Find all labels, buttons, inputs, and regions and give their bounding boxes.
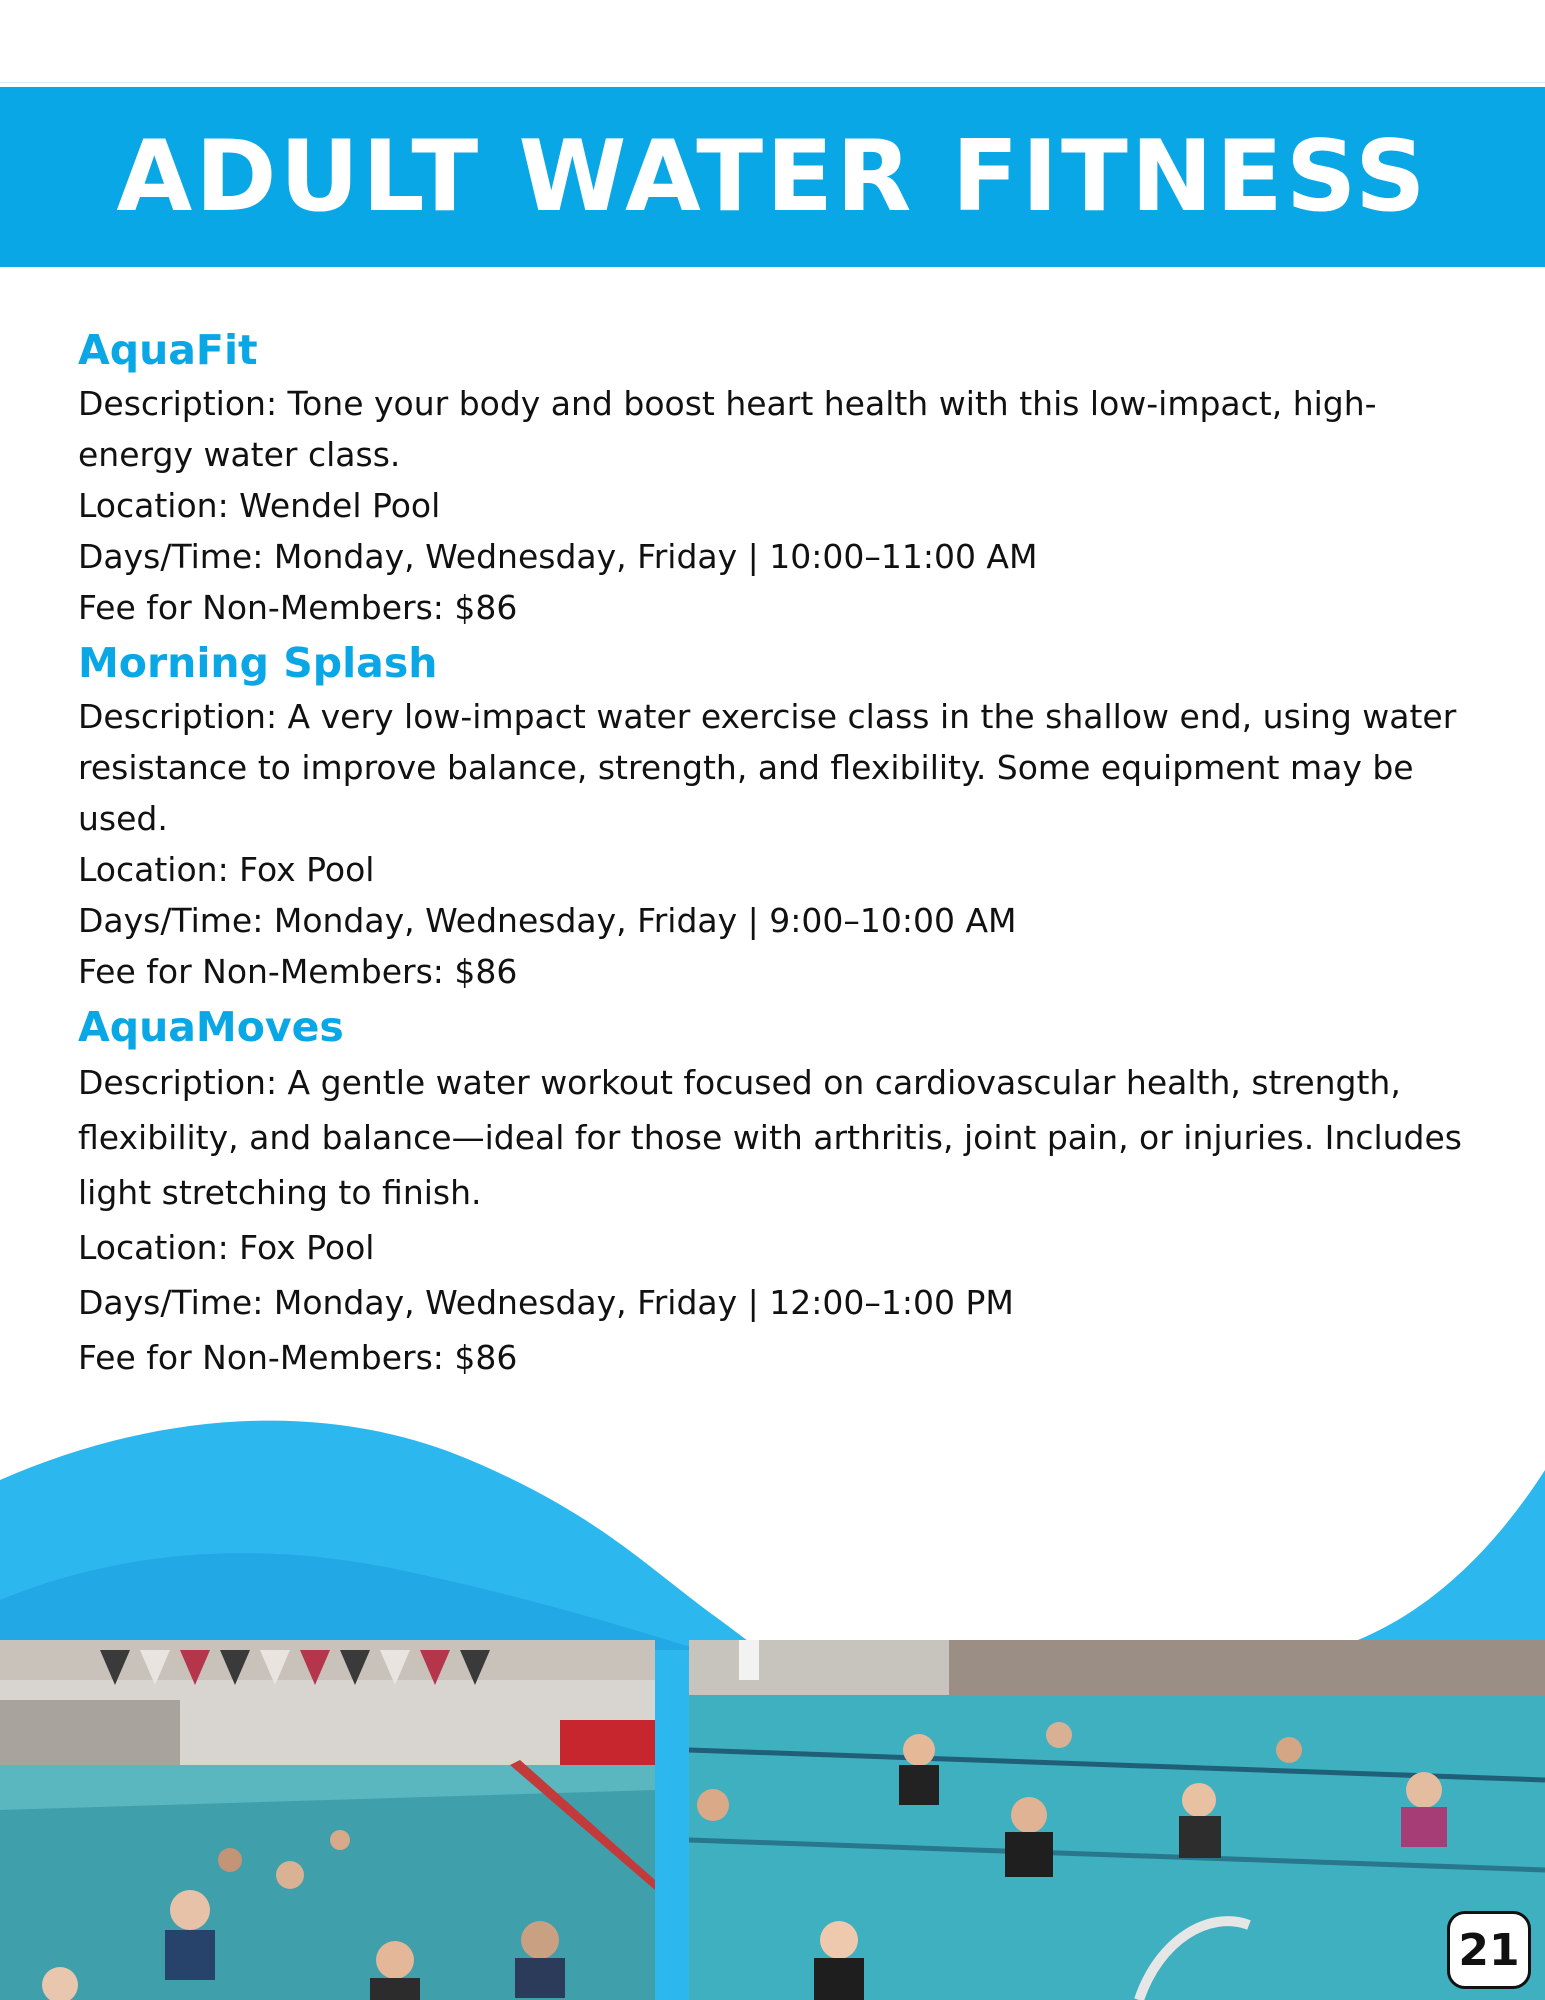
program-fee: Fee for Non-Members: $86 [78,1338,518,1377]
program-days-time: Days/Time: Monday, Wednesday, Friday | 9:00–10:00 AM [78,901,1017,940]
pool-photo-left [0,1640,655,2000]
pool-photo-right [689,1640,1545,2000]
program-days-time: Days/Time: Monday, Wednesday, Friday | 10:00–11:00 AM [78,537,1038,576]
program-days-time: Days/Time: Monday, Wednesday, Friday | 12:00–1:00 PM [78,1283,1014,1322]
page-title: ADULT WATER FITNESS [116,120,1429,234]
program-description: Description: A gentle water workout focused on cardiovascular health, strength, flexibility, and balance—ideal for those with arthritis, joint pain, or injuries. Includes light stretching to finish. [78,1063,1463,1212]
program-list [78,322,1478,1387]
program-aquamoves [78,999,1478,1385]
program-description: Description: Tone your body and boost heart health with this low-impact, high-energy water class. [78,384,1377,474]
program-title: AquaFit [78,326,258,374]
page-number-badge: 21 [1447,1911,1531,1989]
program-fee: Fee for Non-Members: $86 [78,952,518,991]
program-title: Morning Splash [78,639,438,687]
program-location: Location: Fox Pool [78,850,375,889]
program-morning-splash [78,635,1478,997]
title-banner [0,87,1545,267]
program-location: Location: Fox Pool [78,1228,375,1267]
program-description: Description: A very low-impact water exercise class in the shallow end, using water resistance to improve balance, strength, and flexibility. Some equipment may be used. [78,697,1457,838]
program-fee: Fee for Non-Members: $86 [78,588,518,627]
top-divider [0,82,1545,83]
program-title: AquaMoves [78,1003,344,1051]
program-aquafit [78,322,1478,633]
program-location: Location: Wendel Pool [78,486,441,525]
